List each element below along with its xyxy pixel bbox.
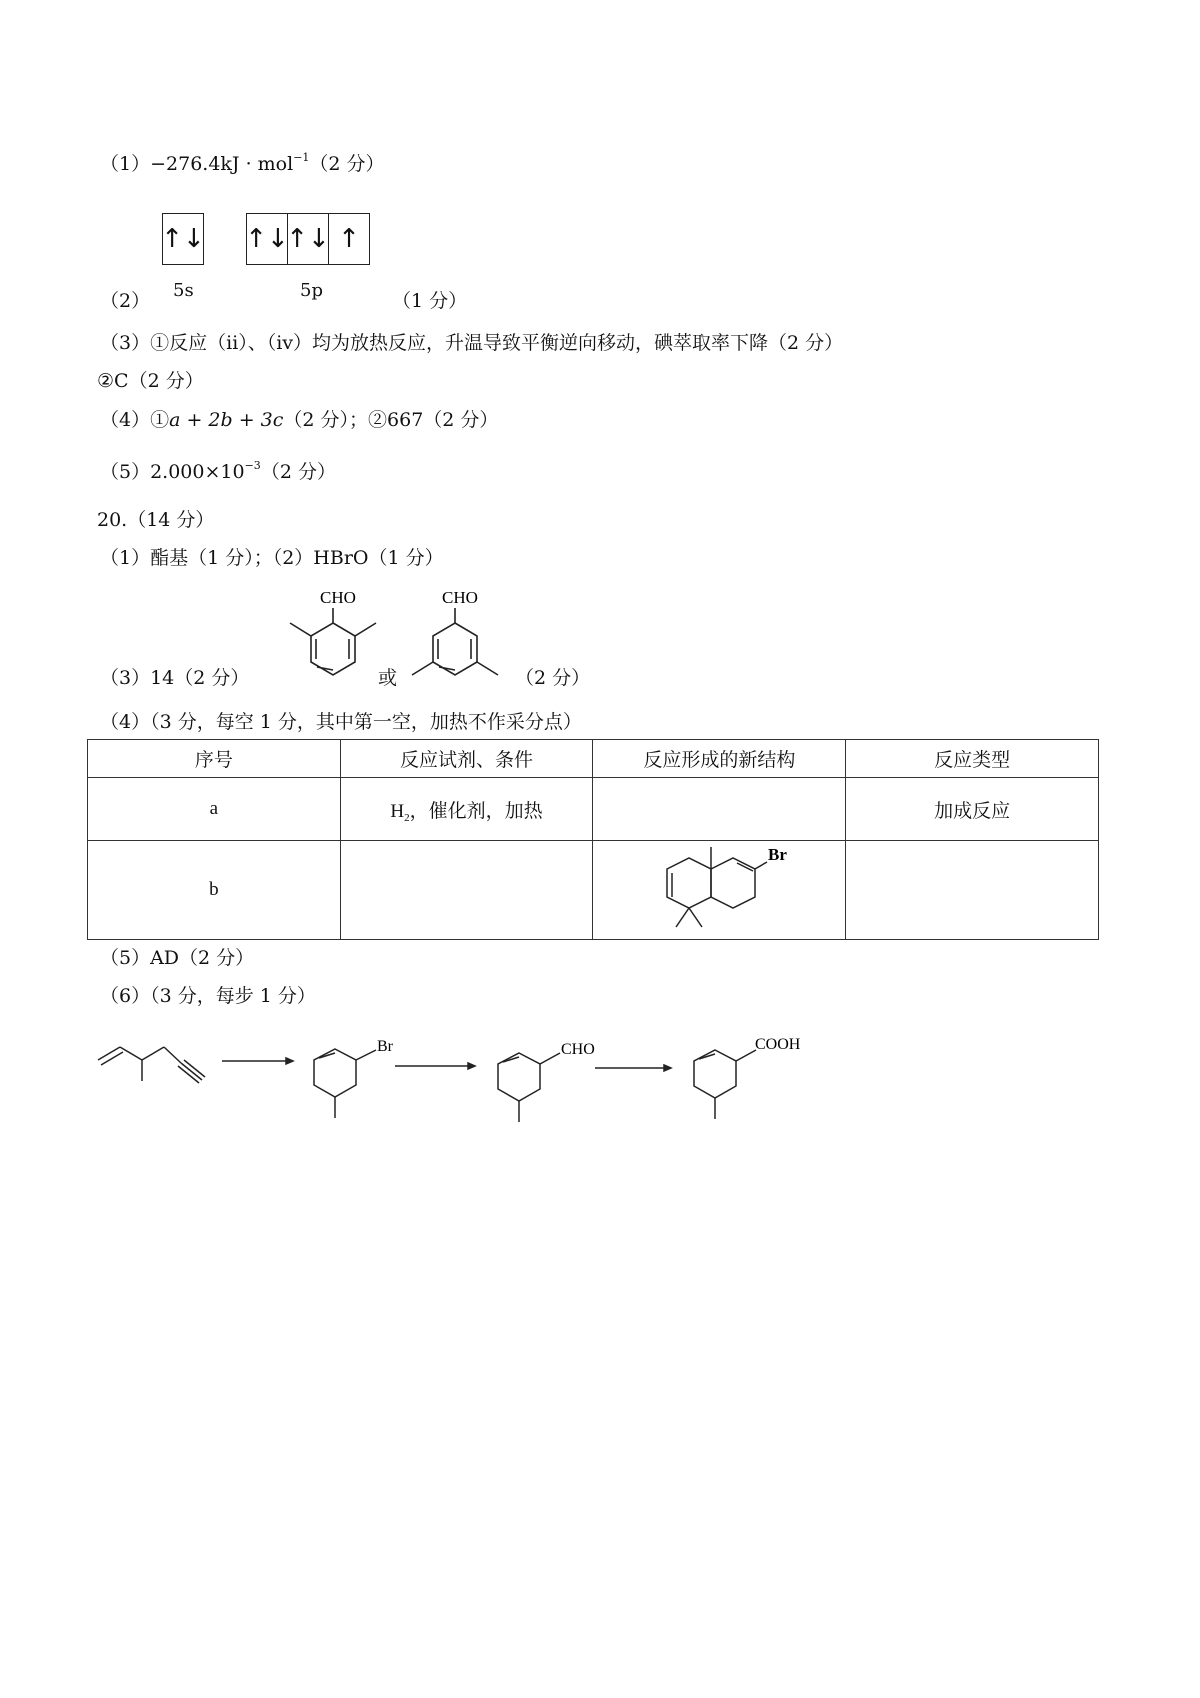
row-b-id: b (88, 841, 341, 940)
q19-part1-score: （2 分） (309, 153, 385, 175)
orbital-5p-box: ↑↓ (246, 213, 287, 265)
bicyclic-bromide-structure (634, 841, 804, 933)
q19-part2-label: （2） (100, 290, 151, 312)
row-a-id: a (88, 778, 341, 841)
q19-part5-prefix: （5）2.000×10 (100, 461, 245, 483)
table-header: 反应类型 (846, 740, 1099, 778)
route-label-cooh: COOH (755, 1036, 801, 1053)
table-header: 反应试剂、条件 (340, 740, 593, 778)
orbital-5s-box: ↑↓ (162, 213, 204, 265)
q20-part3-score: （2 分） (515, 667, 591, 689)
q19-part4-rest: （2 分）；②667（2 分） (283, 409, 499, 431)
table-header: 反应形成的新结构 (593, 740, 846, 778)
q19-part1 (100, 152, 385, 176)
reagent-h-sub: 2 (404, 811, 410, 824)
row-a-type: 加成反应 (846, 778, 1099, 841)
dimethylbenzaldehyde-structure (392, 586, 502, 691)
orbital-5p (246, 213, 370, 265)
table-row (88, 778, 1099, 841)
q20-part4-intro: （4）（3 分，每空 1 分，其中第一空，加热不作采分点） (100, 711, 582, 733)
q20-part1-2: （1）酯基（1 分）；（2）HBrO（1 分） (100, 547, 444, 569)
reagent-h: H (390, 800, 405, 822)
q19-part5-score: （2 分） (260, 461, 336, 483)
row-a-structure (593, 778, 846, 841)
row-b-structure (593, 841, 846, 940)
orbital-5p-box: ↑↓ (287, 213, 328, 265)
q19-part4 (100, 408, 498, 432)
q19-part1-value: −276.4kJ · mol (150, 153, 294, 175)
orbital-5p-box: ↑ (328, 213, 370, 265)
q20-part6: （6）（3 分，每步 1 分） (100, 985, 316, 1007)
row-b-reagent (340, 841, 593, 940)
q20-part3-prefix: （3）14（2 分） (100, 667, 250, 689)
table-row (88, 841, 1099, 940)
orbital-5p-label: 5p (300, 280, 323, 301)
q19-part1-sup: −1 (293, 151, 310, 164)
route-label-cho: CHO (561, 1041, 595, 1058)
q20-part3-or: 或 (378, 667, 398, 689)
cho-label: CHO (442, 588, 478, 607)
q20-header: 20.（14 分） (97, 509, 215, 531)
q19-part3b: ②C（2 分） (97, 370, 204, 392)
dimethylbenzaldehyde-structure (268, 586, 388, 696)
q19-part2-score: （1 分） (392, 290, 468, 312)
q19-part3: （3）①反应（ⅱ）、（ⅳ）均为放热反应，升温导致平衡逆向移动，碘萃取率下降（2 分） (100, 332, 844, 354)
route-label-br: Br (377, 1038, 393, 1055)
table-header: 序号 (88, 740, 341, 778)
q19-part5-sup: −3 (244, 459, 261, 472)
reaction-table (87, 739, 1099, 940)
q19-part1-prefix: （1） (100, 153, 151, 175)
orbital-5s (162, 213, 204, 265)
q19-part4-prefix: （4）① (100, 409, 170, 431)
row-a-reagent (340, 778, 593, 841)
reagent-rest: ，催化剂，加热 (409, 800, 543, 822)
row-b-type (846, 841, 1099, 940)
orbital-5s-label: 5s (173, 280, 194, 301)
table-header-row (88, 740, 1099, 778)
q19-part5 (100, 460, 336, 484)
synthesis-route (90, 1025, 810, 1125)
q19-part4-expr: a + 2b + 3c (169, 409, 284, 431)
br-label: Br (768, 845, 788, 864)
cho-label: CHO (320, 588, 356, 607)
q20-part5: （5）AD（2 分） (100, 947, 255, 969)
